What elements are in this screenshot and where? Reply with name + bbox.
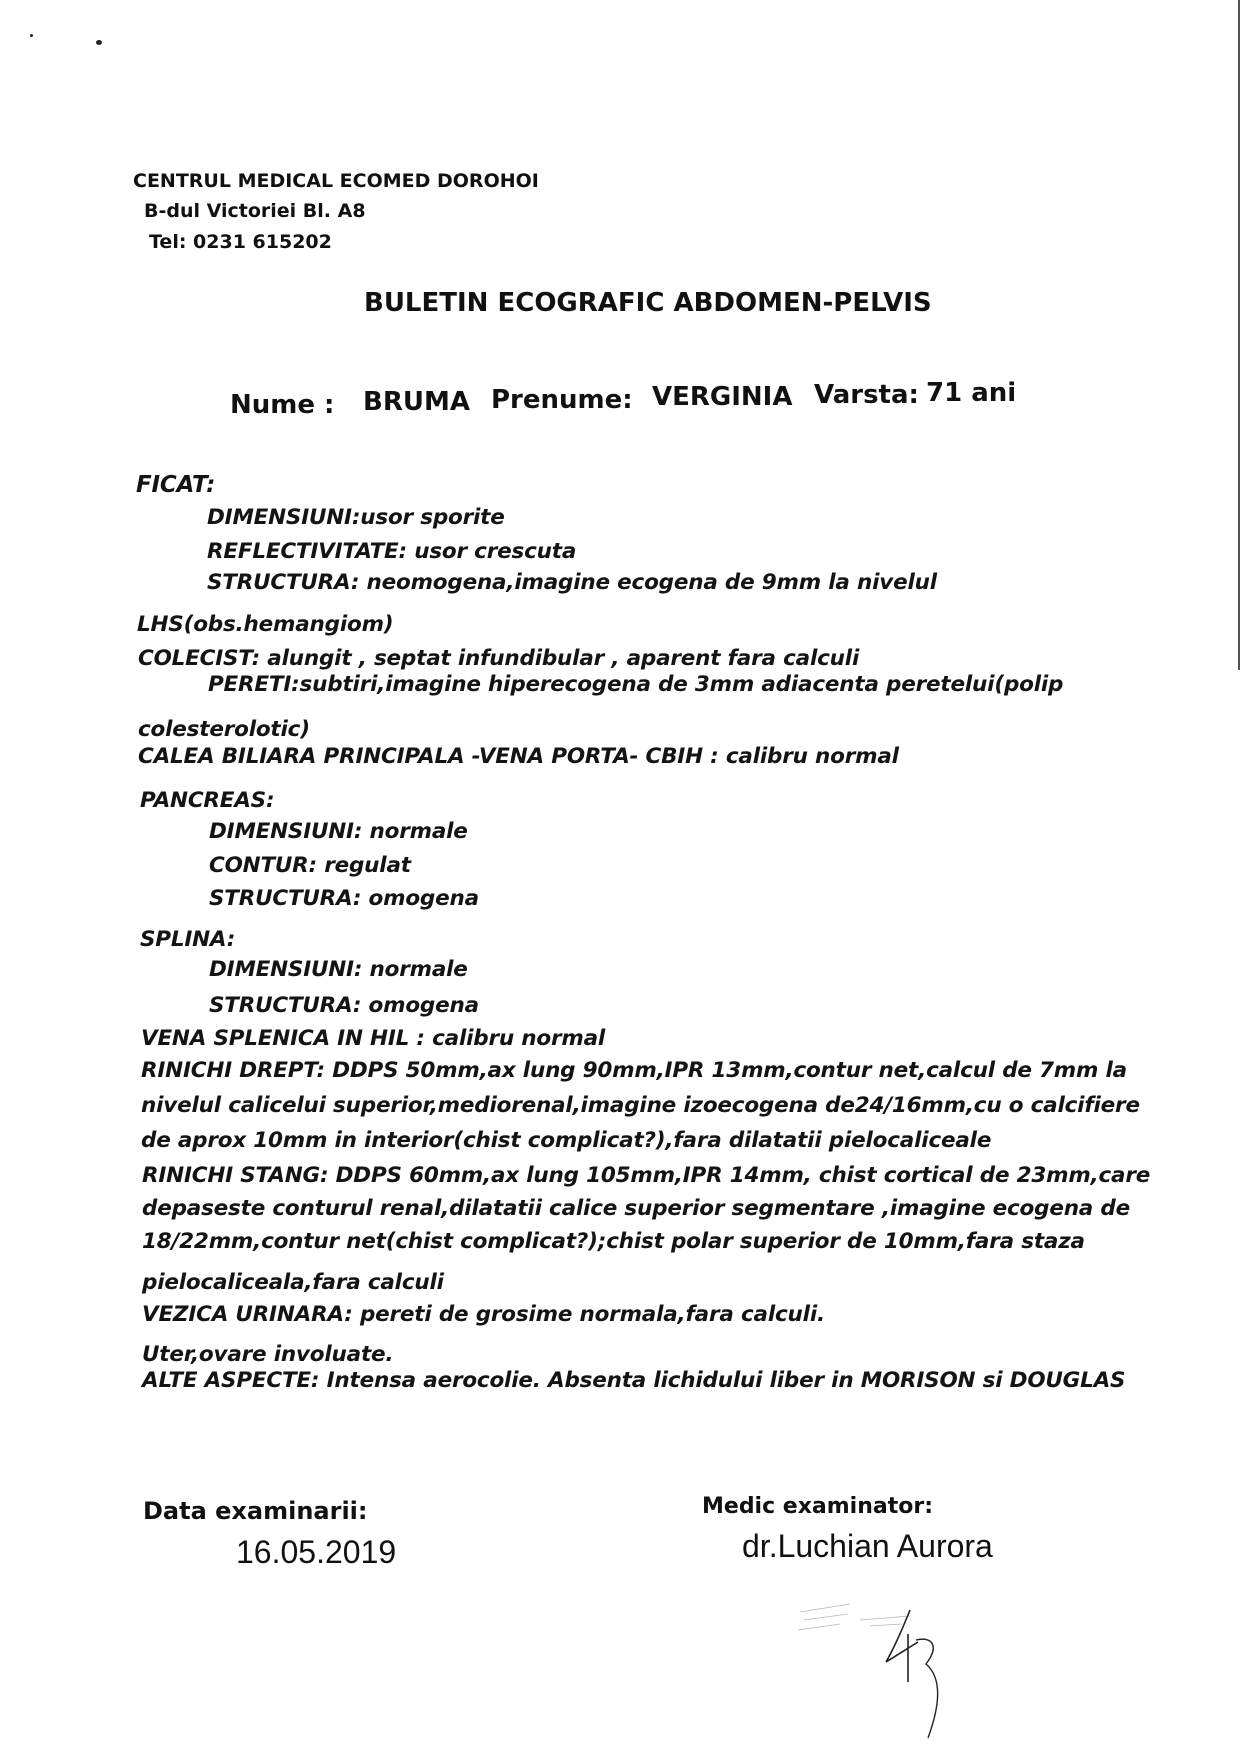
patient-age: 71 ani [926,378,1017,408]
exam-date: 16.05.2019 [236,1534,397,1570]
report-line: depaseste conturul renal,dilatatii calice superior segmentare ,imagine ecogena de [142,1196,1130,1221]
document-title: BULETIN ECOGRAFIC ABDOMEN-PELVIS [364,288,932,318]
report-line: pielocaliceala,fara calculi [142,1270,444,1295]
clinic-name: CENTRUL MEDICAL ECOMED DOROHOI [133,170,539,192]
report-line: STRUCTURA: neomogena,imagine ecogena de 9mm la nivelul [207,570,937,595]
report-line: 18/22mm,contur net(chist complicat?);chist polar superior de 10mm,fara staza [142,1229,1085,1254]
report-line: RINICHI DREPT: DDPS 50mm,ax lung 90mm,IPR 13mm,contur net,calcul de 7mm la [141,1058,1127,1083]
scan-speck [30,34,33,37]
report-line: FICAT: [136,472,216,498]
report-line: SPLINA: [140,927,236,952]
doctor-label: Medic examinator: [702,1494,934,1519]
signature-mark [790,1590,980,1740]
report-line: DIMENSIUNI: normale [209,957,468,982]
report-line: CONTUR: regulat [209,853,411,878]
patient-name: BRUMA [363,387,470,417]
report-line: STRUCTURA: omogena [209,993,479,1018]
report-line: colesterolotic) [138,717,310,742]
report-line: COLECIST: alungit , septat infundibular , aparent fara calculi [138,646,860,671]
patient-firstname: VERGINIA [652,382,793,412]
report-line: Uter,ovare involuate. [142,1342,394,1367]
report-line: VEZICA URINARA: pereti de grosime normala,fara calculi. [142,1302,825,1327]
report-line: RINICHI STANG: DDPS 60mm,ax lung 105mm,IPR 14mm, chist cortical de 23mm,care [142,1163,1151,1188]
patient-age-label: Varsta: [814,380,919,410]
report-line: ALTE ASPECTE: Intensa aerocolie. Absenta lichidului liber in MORISON si DOUGLAS [142,1368,1126,1393]
report-line: REFLECTIVITATE: usor crescuta [207,539,577,564]
report-line: DIMENSIUNI: normale [209,819,468,844]
scan-speck [96,40,102,45]
report-line: LHS(obs.hemangiom) [137,612,394,637]
report-line: CALEA BILIARA PRINCIPALA -VENA PORTA- CBIH : calibru normal [138,744,899,769]
report-line: de aprox 10mm in interior(chist complicat?),fara dilatatii pielocaliceale [141,1128,992,1153]
clinic-phone: Tel: 0231 615202 [149,231,332,253]
report-line: STRUCTURA: omogena [209,886,479,911]
report-line: PANCREAS: [140,788,275,813]
report-line: nivelul calicelui superior,mediorenal,imagine izoecogena de24/16mm,cu o calcifiere [141,1093,1140,1118]
report-line: DIMENSIUNI:usor sporite [207,505,505,530]
exam-date-label: Data examinarii: [143,1497,368,1525]
clinic-address: B-dul Victoriei Bl. A8 [144,200,366,222]
report-line: PERETI:subtiri,imagine hiperecogena de 3mm adiacenta peretelui(polip [208,672,1064,697]
patient-firstname-label: Prenume: [491,385,633,415]
patient-name-label: Nume : [230,390,335,420]
report-line: VENA SPLENICA IN HIL : calibru normal [141,1026,606,1051]
doctor-name: dr.Luchian Aurora [742,1528,993,1564]
